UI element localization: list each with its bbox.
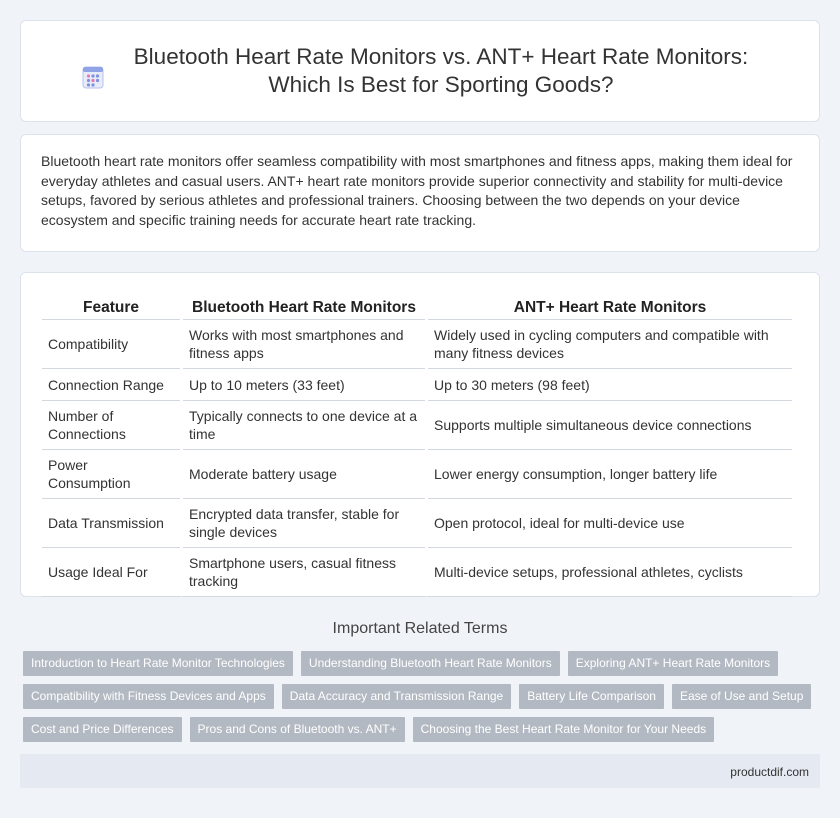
title-wrap: [79, 43, 761, 99]
table-row: [42, 369, 792, 401]
table-row: [42, 499, 792, 548]
table-header-row: [42, 295, 792, 320]
comparison-table-card: [20, 272, 820, 597]
related-terms-list: [23, 651, 823, 742]
footer: [20, 754, 820, 788]
header-card: [20, 20, 820, 122]
bluetooth-cell: Works with most smartphones and fitness apps: [183, 320, 425, 369]
column-header-feature: Feature: [42, 295, 180, 320]
bluetooth-cell: Up to 10 meters (33 feet): [183, 369, 425, 401]
feature-cell: Number of Connections: [42, 401, 180, 450]
bluetooth-cell: Typically connects to one device at a time: [183, 401, 425, 450]
related-term-link[interactable]: Choosing the Best Heart Rate Monitor for Your Needs: [413, 717, 715, 742]
ant-cell: Widely used in cycling computers and compatible with many fitness devices: [428, 320, 792, 369]
page-title: Bluetooth Heart Rate Monitors vs. ANT+ Heart Rate Monitors: Which Is Best for Sporting Goods?: [133, 44, 749, 97]
table-row: [42, 548, 792, 597]
column-header-bluetooth: Bluetooth Heart Rate Monitors: [183, 295, 425, 320]
ant-cell: Multi-device setups, professional athletes, cyclists: [428, 548, 792, 597]
table-row: [42, 320, 792, 369]
ant-cell: Supports multiple simultaneous device connections: [428, 401, 792, 450]
feature-cell: Power Consumption: [42, 450, 180, 499]
related-term-link[interactable]: Cost and Price Differences: [23, 717, 182, 742]
feature-cell: Data Transmission: [42, 499, 180, 548]
feature-cell: Compatibility: [42, 320, 180, 369]
table-row: [42, 450, 792, 499]
related-term-link[interactable]: Data Accuracy and Transmission Range: [282, 684, 511, 709]
related-terms-title: Important Related Terms: [332, 620, 508, 637]
column-header-ant: ANT+ Heart Rate Monitors: [428, 295, 792, 320]
summary-text: Bluetooth heart rate monitors offer seamless compatibility with most smartphones and fitness apps, making them ideal for everyday athletes and casual users. ANT+ heart rate monitors provide superior connectivity and stability for multi-device setups, favored by serious athletes and professional trainers. Choosing between the two depends on your device ecosystem and specific training needs for accurate heart rate tracking.: [41, 153, 793, 228]
summary-card: [20, 134, 820, 252]
related-term-link[interactable]: Exploring ANT+ Heart Rate Monitors: [568, 651, 778, 676]
bluetooth-cell: Smartphone users, casual fitness tracking: [183, 548, 425, 597]
related-term-link[interactable]: Introduction to Heart Rate Monitor Technologies: [23, 651, 293, 676]
related-term-link[interactable]: Compatibility with Fitness Devices and Apps: [23, 684, 274, 709]
calendar-grid-icon: [79, 63, 107, 91]
feature-cell: Connection Range: [42, 369, 180, 401]
table-row: [42, 401, 792, 450]
related-term-link[interactable]: Pros and Cons of Bluetooth vs. ANT+: [190, 717, 405, 742]
related-term-link[interactable]: Battery Life Comparison: [519, 684, 664, 709]
ant-cell: Lower energy consumption, longer battery life: [428, 450, 792, 499]
ant-cell: Open protocol, ideal for multi-device use: [428, 499, 792, 548]
footer-site-name: productdif.com: [730, 765, 809, 779]
bluetooth-cell: Moderate battery usage: [183, 450, 425, 499]
comparison-table: [39, 295, 795, 597]
related-term-link[interactable]: Understanding Bluetooth Heart Rate Monitors: [301, 651, 560, 676]
feature-cell: Usage Ideal For: [42, 548, 180, 597]
bluetooth-cell: Encrypted data transfer, stable for single devices: [183, 499, 425, 548]
ant-cell: Up to 30 meters (98 feet): [428, 369, 792, 401]
related-term-link[interactable]: Ease of Use and Setup: [672, 684, 811, 709]
